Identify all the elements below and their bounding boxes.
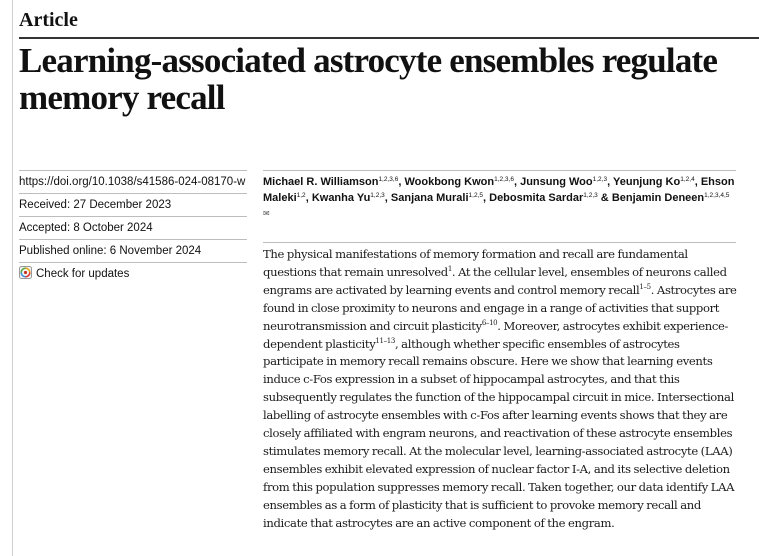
- author-affiliations: 1,2,3,4,5: [704, 192, 730, 199]
- doi-link[interactable]: https://doi.org/10.1038/s41586-024-08170-w: [19, 170, 247, 193]
- citation-superscript[interactable]: 6–10: [481, 318, 498, 327]
- received-date: Received: 27 December 2023: [19, 193, 247, 216]
- author-affiliations: 1,2,3: [583, 192, 598, 199]
- author-name[interactable]: Debosmita Sardar: [489, 192, 584, 204]
- author-name[interactable]: Michael R. Williamson: [263, 176, 379, 188]
- abstract-rule: [263, 242, 736, 243]
- author-affiliations: 1,2,3: [592, 176, 608, 183]
- author-name[interactable]: Yeunjung Ko: [613, 176, 681, 188]
- citation-superscript[interactable]: 1: [447, 264, 452, 273]
- author-name[interactable]: Kwanha Yu: [311, 192, 371, 204]
- author-name[interactable]: Junsung Woo: [520, 176, 593, 188]
- published-date: Published online: 6 November 2024: [19, 239, 247, 262]
- author-name[interactable]: Wookbong Kwon: [404, 176, 495, 188]
- article-title: Learning-associated astrocyte ensembles regulate memory recall: [19, 41, 718, 117]
- author-name[interactable]: Benjamin Deneen: [611, 192, 705, 204]
- authors-rule: [263, 170, 736, 171]
- check-updates-label: Check for updates: [36, 268, 130, 280]
- author-affiliations: 1,2,3: [370, 192, 385, 199]
- check-updates-link[interactable]: [19, 262, 247, 285]
- author-affiliations: 1,2,3,6: [378, 176, 399, 183]
- author-affiliations: 1,2,3,6: [494, 176, 514, 183]
- header-rule: [19, 37, 759, 39]
- author-name[interactable]: Ehson Maleki: [263, 176, 735, 204]
- corresponding-author-icon[interactable]: ✉: [263, 209, 270, 218]
- author-affiliations: 1,2,4: [680, 176, 695, 183]
- abstract: The physical manifestations of memory formation and recall are fundamental questions that remain unresolved$^1$. At the cellular level, ensembles of neurons called engrams are activated by learning events and control memory recall$^{1-5}$. Astrocytes are found in close proximity to neurons and engage in a range of activities that support neurotransmission and circuit plasticity$^{6-10}$. Moreover, astrocytes exhibit experience-dependent plasticity$^{11-13}$, although whether specific ensembles of astrocytes participate in memory recall remains obscure. Here we show that learning events induce c-Fos expression in a subset of hippocampal astrocytes, and that this subsequently regulates the function of the hippocampal circuit in mice. Intersectional labelling of astrocyte ensembles with c-Fos after learning events shows that they are closely affiliated with engram neurons, and reactivation of these astrocyte ensembles stimulates memory recall. At the molecular level, learning-associated astrocyte (LAA) ensembles exhibit elevated expression of nuclear factor I-A, and its selective deletion from this population suppresses memory recall. Taken together, our data identify LAA ensembles as a form of plasticity that is sufficient to provoke memory recall and indicate that astrocytes are an active component of the engram.: [263, 247, 737, 530]
- author-name[interactable]: Sanjana Murali: [390, 192, 469, 204]
- article-type-label: Article: [19, 9, 78, 31]
- author-list: Michael R. Williamson$^{1,2,3,6}$, Wookbong Kwon$^{1,2,3,6}$, Junsung Woo$^{1,2,3}$, Yeunjung Ko$^{1,2,4}$, Ehson Maleki$^{1,2}$, Kwanha Yu$^{1,2,3}$, Sanjana Murali$^{1,2,5}$, Debosmita Sardar$^{1,2,3}$ & Benjamin Deneen$^{1,2,3,4,5✉}$: [263, 176, 735, 218]
- author-affiliations: 1,2,5: [468, 192, 483, 199]
- accepted-date: Accepted: 8 October 2024: [19, 216, 247, 239]
- author-affiliations: 1,2: [296, 192, 306, 199]
- left-margin-rule: [12, 0, 13, 556]
- citation-superscript[interactable]: 1–5: [639, 282, 651, 291]
- citation-superscript[interactable]: 11–13: [375, 336, 395, 345]
- article-meta: [19, 170, 247, 285]
- check-updates-icon: [19, 266, 32, 279]
